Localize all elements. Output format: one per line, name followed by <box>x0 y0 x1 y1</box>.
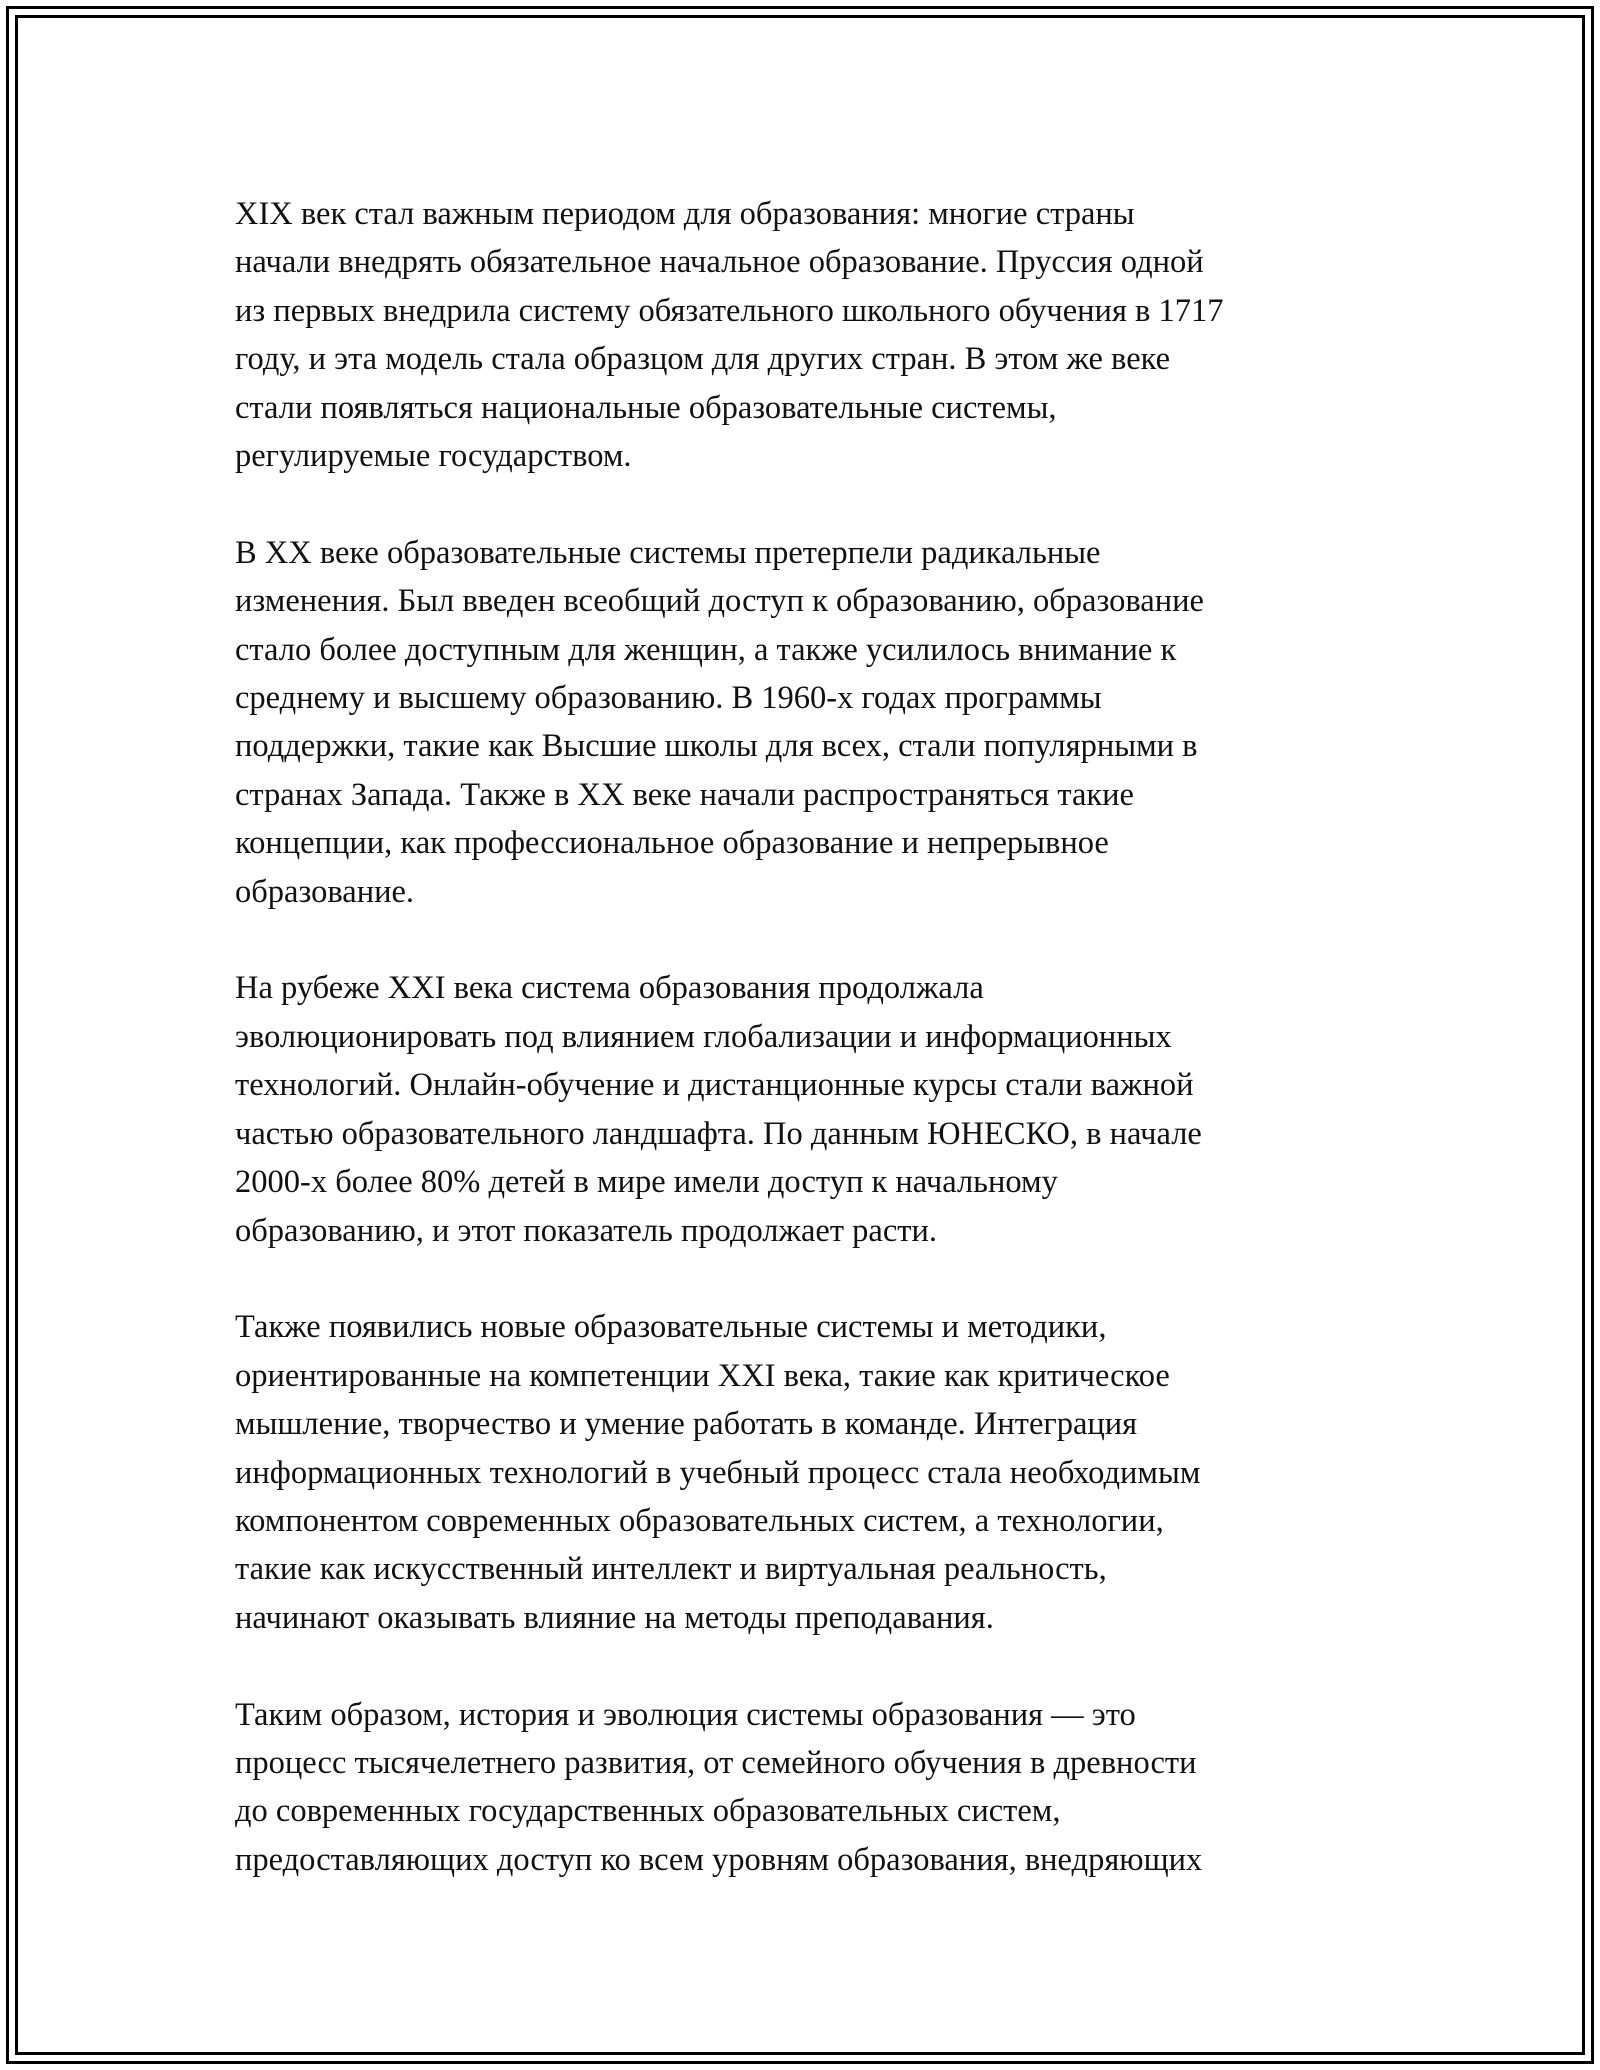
paragraph-2: В XX веке образовательные системы претерпели радикальные изменения. Был введен всеобщий доступ к образованию, образование стало более доступным для женщин, а также усилилось внимание к среднему и высшему образованию. В 1960-х годах программы поддержки, такие как Высшие школы для всех, стали популярными в странах Запада. Также в XX веке начали распространяться такие концепции, как профессиональное образование и непрерывное образование. <box>235 534 1204 910</box>
paragraph-3: На рубеже XXI века система образования продолжала эволюционировать под влиянием глобализации и информационных технологий. Онлайн-обучение и дистанционные курсы стали важной частью образовательного ландшафта. По данным ЮНЕСКО, в начале 2000-х более 80% детей в мире имели доступ к начальному образованию, и этот показатель продолжает расти. <box>235 970 1202 1249</box>
document-body <box>235 190 1365 1933</box>
paragraph-1: XIX век стал важным периодом для образования: многие страны начали внедрять обязательное начальное образование. Пруссия одной из первых внедрила систему обязательного школьного обучения в 1717 году, и эта модель стала образцом для других стран. В этом же веке стали появляться национальные образовательные системы, регулируемые государством. <box>235 196 1224 475</box>
paragraph-5: Таким образом, история и эволюция системы образования — это процесс тысячелетнего развития, от семейного обучения в древности до современных государственных образовательных систем, предоставляющих доступ ко всем уровням образования, внедряющих <box>235 1696 1203 1878</box>
paragraph-4: Также появились новые образовательные системы и методики, ориентированные на компетенции XXI века, такие как критическое мышление, творчество и умение работать в команде. Интеграция информационных технологий в учебный процесс стала необходимым компонентом современных образовательных систем, а технологии, такие как искусственный интеллект и виртуальная реальность, начинают оказывать влияние на методы преподавания. <box>235 1309 1201 1636</box>
